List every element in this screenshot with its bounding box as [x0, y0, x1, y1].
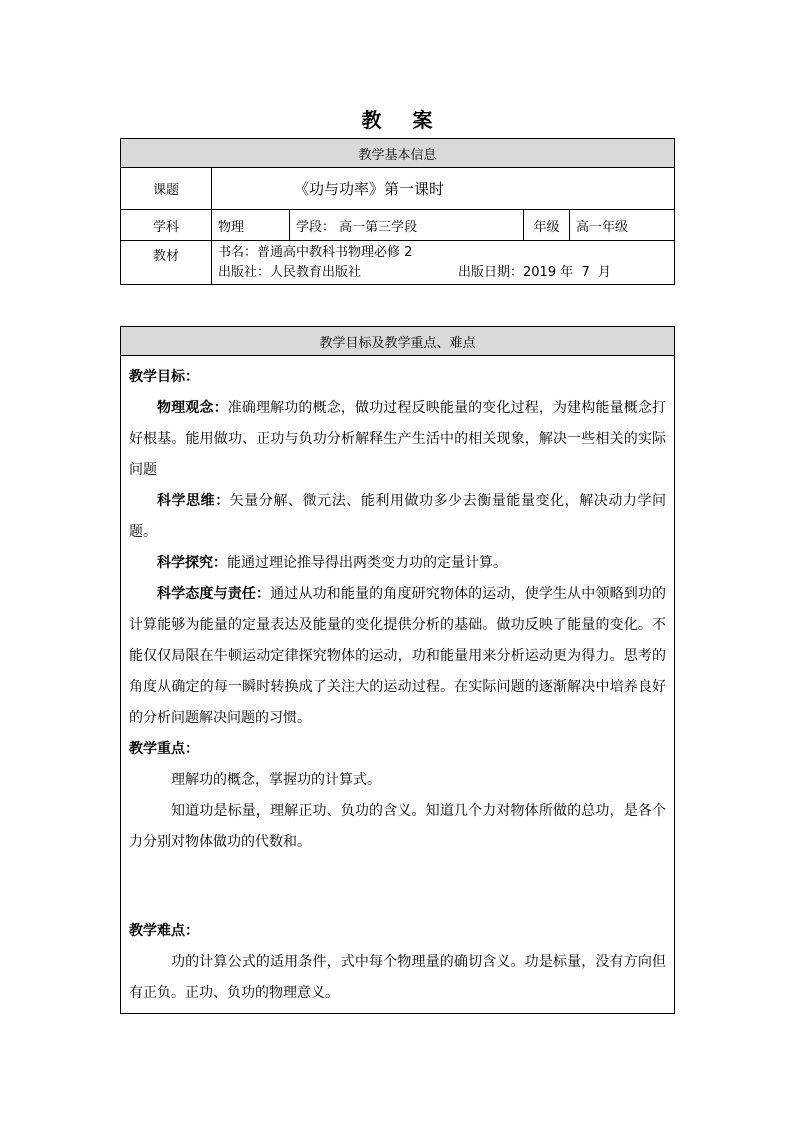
stage-value: 高一第三学段	[339, 219, 418, 235]
publisher-line: 出版社：人民教育出版社	[218, 265, 362, 280]
key-title: 教学重点：	[129, 741, 199, 757]
goal-title: 教学目标：	[129, 369, 199, 385]
book-line: 书名：普通高中教科书物理必修 2	[218, 245, 413, 260]
goal-item: 物理观念：准确理解功的概念，做功过程反映能量的变化过程，为建构能量概念打好根基。能用做功、正功与负功分析解释生产生活中的相关现象，解决一些相关的实际问题	[129, 400, 667, 478]
key-point: 理解功的概念，掌握功的计算式。	[171, 772, 381, 788]
basic-info-table	[120, 138, 675, 285]
objectives-table	[120, 326, 675, 1014]
textbook-info	[212, 241, 675, 285]
stage-label: 学段：	[296, 219, 336, 235]
difficulty-text: 功的计算公式的适用条件，式中每个物理量的确切含义。功是标量，没有方向但有正负。正功、负功的物理意义。	[129, 954, 666, 1001]
objectives-header: 教学目标及教学重点、难点	[121, 327, 675, 356]
grade-label: 年级	[524, 210, 570, 241]
document-title: 教 案	[361, 108, 445, 132]
publisher-row	[218, 263, 668, 283]
textbook-label: 教材	[121, 241, 212, 285]
goal-item: 科学态度与责任：通过从功和能量的角度研究物体的运动，使学生从中领略到功的计算能够为能量的定量表达及能量的变化提供分析的基础。做功反映了能量的变化。不能仅仅局限在牛顿运动定律探究物体的运动，功和能量用来分析运动更为得力。思考的角度从确定的每一瞬时转换成了关注大的运动过程。在实际问题的逐渐解决中培养良好的分析问题解决问题的习惯。	[129, 586, 667, 726]
topic-value: 《功与功率》第一课时	[212, 168, 675, 210]
pubdate-value: 2019 年 7 月	[523, 265, 612, 280]
subject-label: 学科	[121, 210, 212, 241]
stage-cell	[290, 210, 524, 241]
objectives-body	[121, 356, 675, 1014]
goal-item: 科学探究：能通过理论推导得出两类变力功的定量计算。	[157, 555, 507, 571]
pubdate-label: 出版日期：	[458, 265, 524, 280]
grade-value: 高一年级	[570, 210, 675, 241]
difficulty-title: 教学难点：	[129, 923, 199, 939]
subject-value: 物理	[212, 210, 290, 241]
key-point: 知道功是标量，理解正功、负功的含义。知道几个力对物体所做的总功，是各个力分别对物体做功的代数和。	[129, 803, 666, 850]
topic-label: 课题	[121, 168, 212, 210]
goal-item: 科学思维：矢量分解、微元法、能利用做功多少去衡量能量变化，解决动力学问题。	[129, 493, 667, 540]
spacer	[129, 858, 666, 916]
basic-info-header: 教学基本信息	[121, 139, 675, 168]
